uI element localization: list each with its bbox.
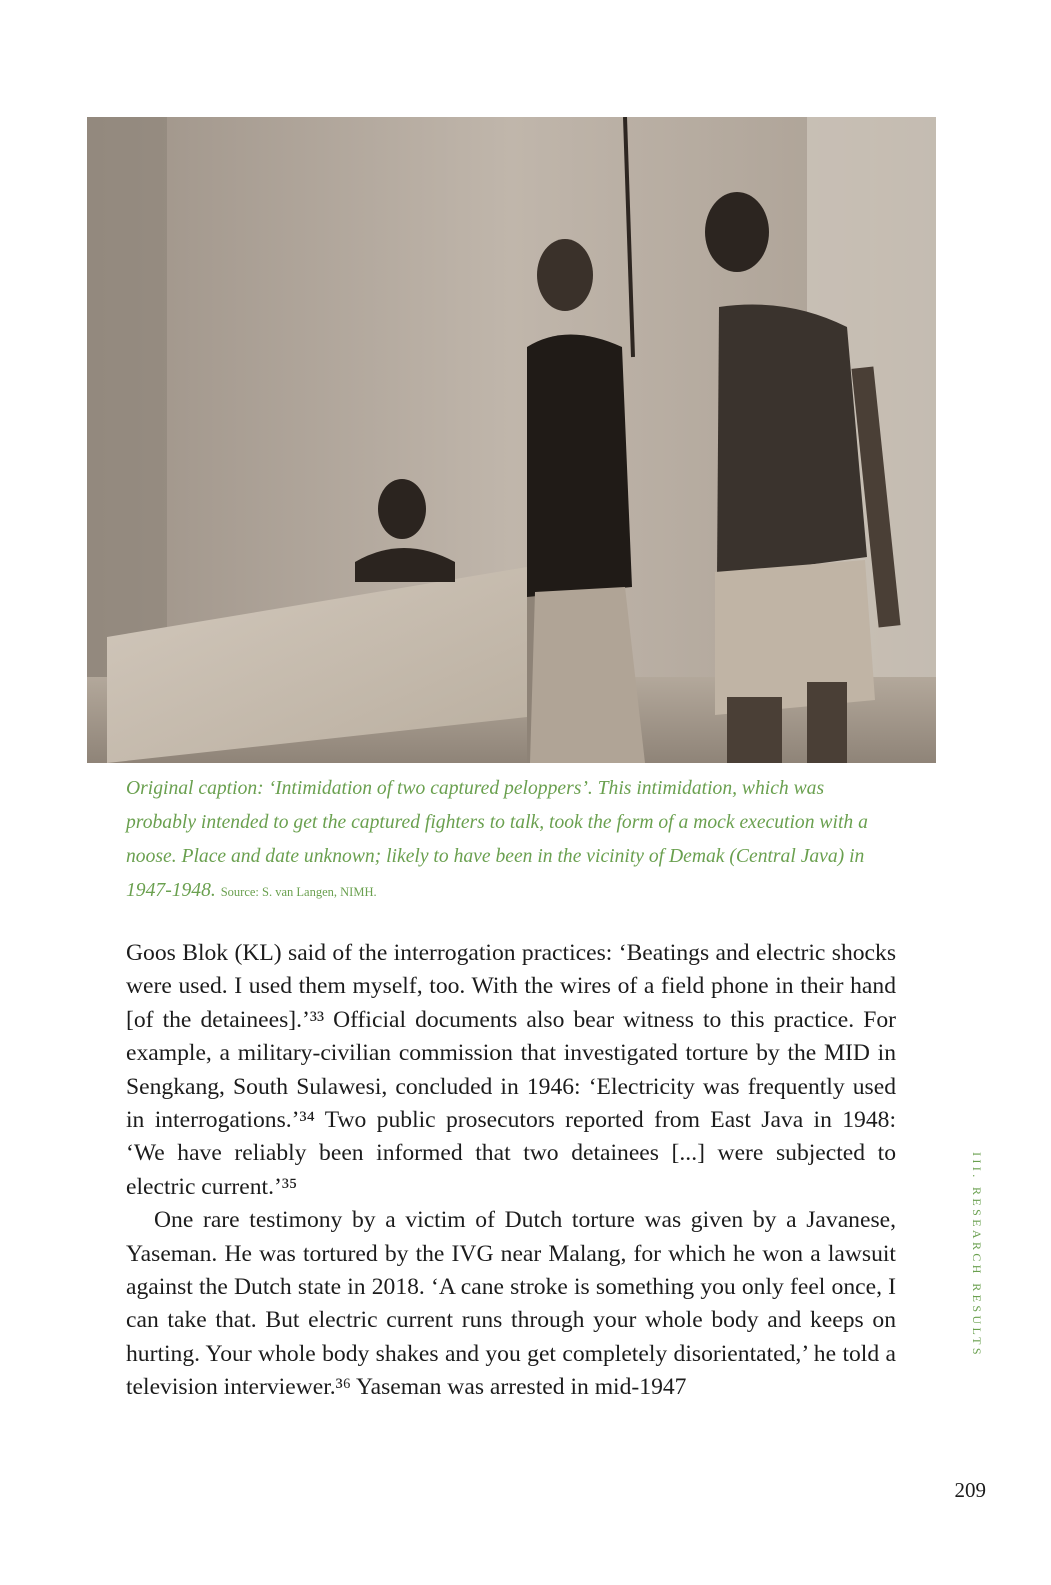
- caption-text: Original caption: ‘Intimidation of two captured peloppers’. This intimidation, which was probably intended to get the captured fighters to talk, took the form of a mock execution with a noose. Place and date unknown; likely to have been in the vicinity of Demak (Central Java) in 1947-1948.: [126, 778, 868, 901]
- photo-caption: [126, 772, 896, 909]
- paragraph: Goos Blok (KL) said of the interrogation practices: ‘Beatings and electric shocks were used. I used them myself, too. With the wires of a field phone in their hand [of the detainees].’³³ Official documents also bear witness to this practice. For example, a military-civilian commission that investigated torture by the MID in Sengkang, South Sulawesi, concluded in 1946: ‘Electricity was frequently used in interrogations.’³⁴ Two public prosecutors reported from East Java in 1948: ‘We have reliably been informed that two detainees [...] were subjected to electric current.’³⁵: [126, 940, 896, 1200]
- body-text: [126, 937, 896, 1405]
- page-number: 209: [954, 1478, 986, 1502]
- running-head: III. RESEARCH RESULTS: [970, 1152, 984, 1358]
- paragraph: One rare testimony by a victim of Dutch torture was given by a Javanese, Yaseman. He was tortured by the IVG near Malang, for which he won a lawsuit against the Dutch state in 2018. ‘A cane stroke is something you only feel once, I can take that. But electric current runs through your whole body and keeps on hurting. Your whole body shakes and you get completely disorientated,’ he told a television interviewer.³⁶ Yaseman was arrested in mid-1947: [126, 1207, 896, 1401]
- historical-photograph: [87, 117, 936, 763]
- caption-source: Source: S. van Langen, NIMH.: [220, 885, 377, 899]
